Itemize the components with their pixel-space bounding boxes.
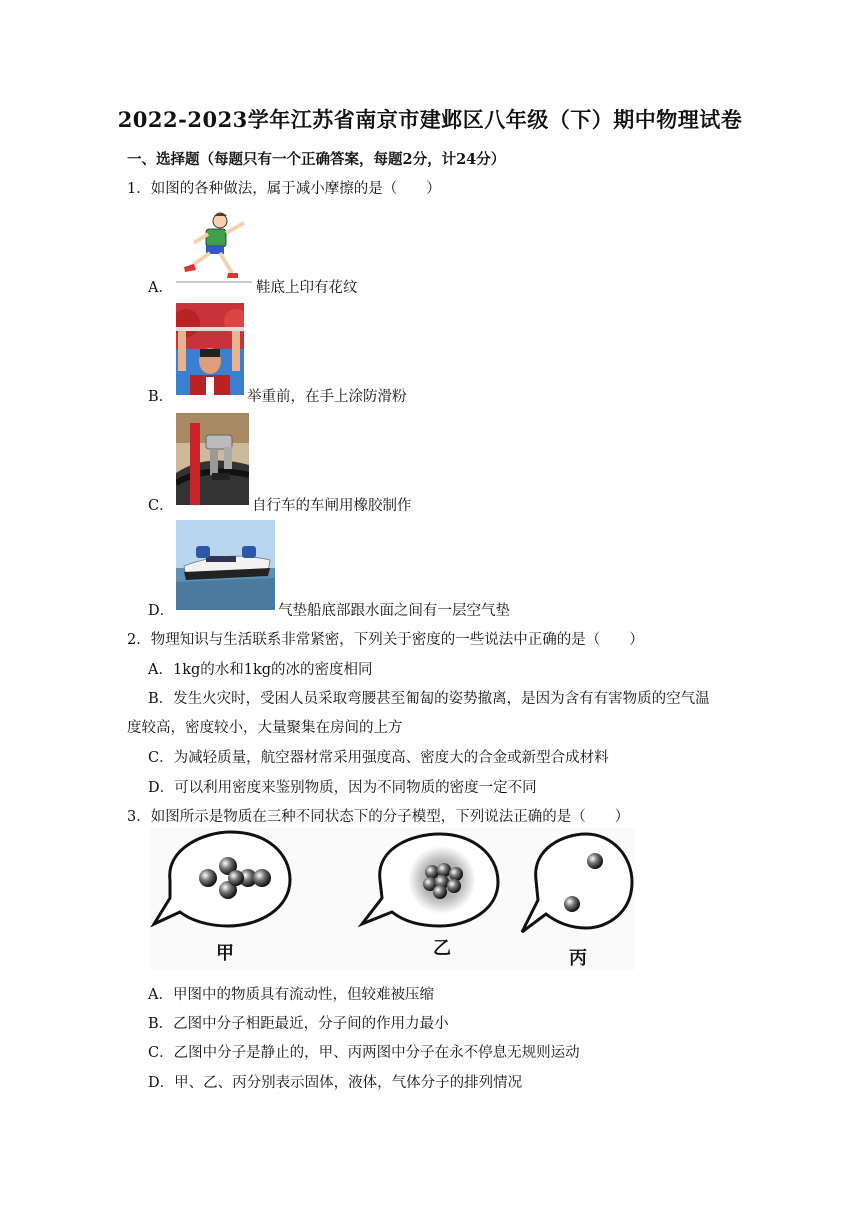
q2-option-a: A．1kg的水和1kg的冰的密度相同: [148, 662, 373, 678]
question-2-stem: 2．物理知识与生活联系非常紧密，下列关于密度的一些说法中正确的是（ ）: [127, 632, 644, 648]
q1-option-d-letter: D．: [148, 603, 175, 619]
weightlifter-image: [176, 303, 244, 395]
q2-option-b: B．发生火灾时，受困人员采取弯腰甚至匍匐的姿势撤离，是因为含有有害物质的空气温: [148, 691, 710, 707]
figure-label-yi: 乙: [433, 938, 451, 959]
figure-label-bing: 丙: [569, 948, 587, 969]
q1-option-c-letter: C．: [148, 498, 174, 514]
q3-option-c: C．乙图中分子是静止的，甲、丙两图中分子在永不停息无规则运动: [148, 1045, 580, 1061]
runner-image: [176, 207, 252, 283]
q1-option-a-text: 鞋底上印有花纹: [256, 280, 358, 296]
section-heading: 一、选择题（每题只有一个正确答案，每题2分，计24分）: [127, 151, 506, 168]
bicycle-brake-image: [176, 413, 249, 505]
figure-label-jia: 甲: [216, 943, 234, 964]
question-1-stem: 1．如图的各种做法，属于减小摩擦的是（ ）: [127, 181, 441, 197]
q1-option-d-text: 气垫船底部跟水面之间有一层空气垫: [278, 603, 510, 619]
q3-option-a: A．甲图中的物质具有流动性，但较难被压缩: [148, 987, 434, 1003]
q3-option-d: D．甲、乙、丙分别表示固体，液体，气体分子的排列情况: [148, 1075, 523, 1091]
q3-option-b: B．乙图中分子相距最近，分子间的作用力最小: [148, 1016, 449, 1032]
q1-option-a-letter: A．: [148, 280, 173, 296]
q1-option-b-letter: B．: [148, 389, 174, 405]
molecule-models-figure: [150, 828, 635, 970]
q2-option-b-continued: 度较高，密度较小，大量聚集在房间的上方: [127, 720, 403, 736]
question-3-stem: 3．如图所示是物质在三种不同状态下的分子模型，下列说法正确的是（ ）: [127, 809, 630, 825]
hovercraft-image: [176, 520, 275, 610]
q2-option-c: C．为减轻质量，航空器材常采用强度高、密度大的合金或新型合成材料: [148, 750, 609, 766]
page-title: 2022-2023学年江苏省南京市建邺区八年级（下）期中物理试卷: [117, 107, 743, 132]
q2-option-d: D．可以利用密度来鉴别物质，因为不同物质的密度一定不同: [148, 780, 537, 796]
q1-option-b-text: 举重前，在手上涂防滑粉: [247, 389, 407, 405]
q1-option-c-text: 自行车的车闸用橡胶制作: [252, 498, 412, 514]
